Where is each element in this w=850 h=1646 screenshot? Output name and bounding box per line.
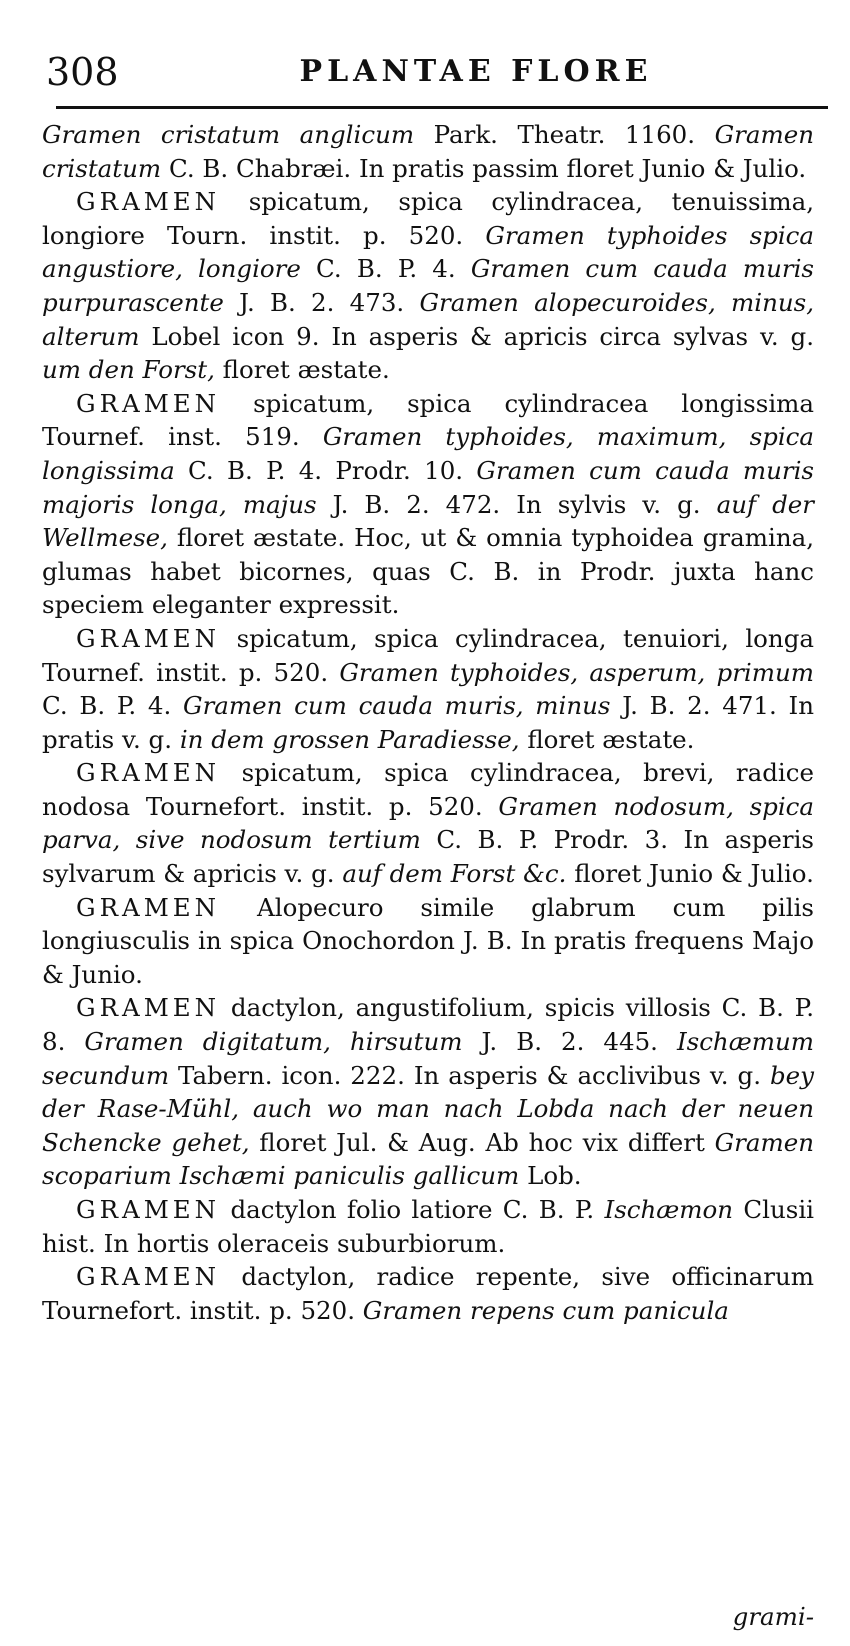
italic-segment: Gramen cum cauda muris, minus — [183, 691, 611, 721]
text-segment: spicatum, spica cylindracea, tenuiori, longa Tournef. instit. p. 520. — [42, 623, 814, 687]
genus-smallcaps: GRAMEN — [76, 1195, 221, 1224]
entry-paragraph — [42, 1193, 814, 1260]
text-segment: dactylon folio latiore C. B. P. — [220, 1195, 605, 1224]
text-segment: Lob. — [519, 1161, 582, 1191]
text-segment: J. B. 2. 472. In sylvis v. g. — [316, 489, 717, 519]
header-rule — [56, 106, 828, 109]
text-segment: C. B. P. 4. — [300, 254, 471, 284]
genus-smallcaps: GRAMEN — [76, 758, 221, 788]
genus-smallcaps: GRAMEN — [76, 1262, 221, 1292]
genus-smallcaps: GRAMEN — [76, 993, 221, 1023]
running-title: PLANTAE FLORE — [299, 54, 653, 89]
italic-segment: in dem grossen Paradiesse, — [179, 724, 520, 754]
text-segment: Clusii hist. In hortis oleraceis suburbiorum. — [42, 1195, 814, 1258]
text-segment: Park. Theatr. 1160. — [414, 120, 715, 149]
genus-smallcaps: GRAMEN — [76, 187, 221, 217]
italic-segment: Gramen nodosum, spica parva, sive nodosum tertium — [42, 791, 815, 855]
genus-smallcaps: GRAMEN — [76, 892, 221, 922]
page-header — [46, 46, 818, 98]
italic-segment: auf dem Forst &c. — [342, 859, 567, 889]
italic-segment: Gramen digitatum, hirsutum — [84, 1027, 463, 1057]
italic-segment: Gramen cristatum anglicum — [42, 120, 415, 149]
text-segment: J. B. 2. 445. — [462, 1027, 677, 1057]
text-segment: dactylon, radice repente, sive officinarum Tournefort. instit. p. 520. — [42, 1262, 814, 1325]
entry-paragraph — [42, 118, 814, 185]
text-segment: Alopecuro simile glabrum cum pilis longiusculis in spica Onochordon J. B. In pratis frequens Majo & Junio. — [42, 892, 814, 989]
page-body-text — [42, 118, 814, 1327]
text-segment: floret Junio & Julio. — [566, 859, 814, 889]
italic-segment: Gramen scoparium Ischæmi paniculis gallicum — [42, 1127, 814, 1191]
text-segment: J. B. 2. 471. In pratis v. g. — [42, 691, 814, 754]
text-segment: J. B. 2. 473. — [223, 287, 420, 317]
text-segment: floret Jul. & Aug. Ab hoc vix differt — [249, 1127, 715, 1157]
entry-paragraph — [42, 756, 814, 890]
text-segment: C. B. P. Prodr. 3. In asperis sylvarum & apricis v. g. — [42, 825, 814, 889]
text-segment: spicatum, spica cylindracea longissima Tournef. inst. 519. — [42, 388, 814, 452]
italic-segment: Gramen cristatum — [42, 120, 814, 183]
italic-segment: Gramen cum cauda muris purpurascente — [42, 254, 815, 317]
italic-segment: bey der Rase-Mühl, auch wo man nach Lobda nach der neuen Schencke gehet, — [42, 1060, 814, 1157]
italic-segment: um den Forst, — [42, 355, 215, 385]
entry-paragraph — [42, 387, 814, 622]
entry-paragraph — [42, 891, 814, 992]
italic-segment: Ischæmon — [604, 1195, 734, 1224]
genus-smallcaps: GRAMEN — [76, 623, 221, 653]
entry-paragraph — [42, 1260, 814, 1327]
italic-segment: Gramen typhoides, maximum, spica longissima — [42, 422, 814, 485]
entry-paragraph — [42, 991, 814, 1193]
text-segment: Tabern. icon. 222. In asperis & acclivibus v. g. — [169, 1060, 770, 1090]
italic-segment: Gramen cum cauda muris majoris longa, majus — [42, 455, 814, 519]
genus-smallcaps: GRAMEN — [76, 388, 221, 418]
text-segment: C. B. Chabræi. In pratis passim floret Junio & Julio. — [161, 153, 807, 183]
entry-paragraph — [42, 185, 814, 387]
entry-paragraph — [42, 622, 814, 756]
text-segment: C. B. P. 4. Prodr. 10. — [174, 455, 477, 485]
text-segment: floret æstate. — [214, 355, 390, 385]
text-segment: C. B. P. 4. — [42, 691, 183, 721]
text-segment: dactylon, angustifolium, spicis villosis C. B. P. 8. — [42, 993, 814, 1057]
italic-segment: Gramen alopecuroides, minus, alterum — [42, 287, 814, 351]
page-number: 308 — [46, 50, 119, 94]
italic-segment: auf der Wellmese, — [42, 489, 814, 553]
text-segment: floret æstate. — [519, 724, 695, 754]
text-segment: Lobel icon 9. In asperis & apricis circa sylvas v. g. — [139, 321, 814, 351]
italic-segment: Gramen typhoides, asperum, primum — [339, 657, 814, 687]
text-segment: spicatum, spica cylindracea, tenuissima, longiore Tourn. instit. p. 520. — [42, 187, 814, 250]
text-segment: spicatum, spica cylindracea, brevi, radice nodosa Tournefort. instit. p. 520. — [42, 758, 814, 821]
text-segment: floret æstate. Hoc, ut & omnia typhoidea gramina, glumas habet bicornes, quas C. B. in Prodr. juxta hanc speciem eleganter expressit. — [42, 523, 814, 620]
italic-segment: Ischæmum secundum — [42, 1027, 814, 1090]
italic-segment: Gramen typhoides spica angustiore, longiore — [42, 220, 814, 284]
italic-segment: Gramen repens cum panicula — [362, 1295, 729, 1325]
catchword: grami- — [732, 1602, 814, 1631]
